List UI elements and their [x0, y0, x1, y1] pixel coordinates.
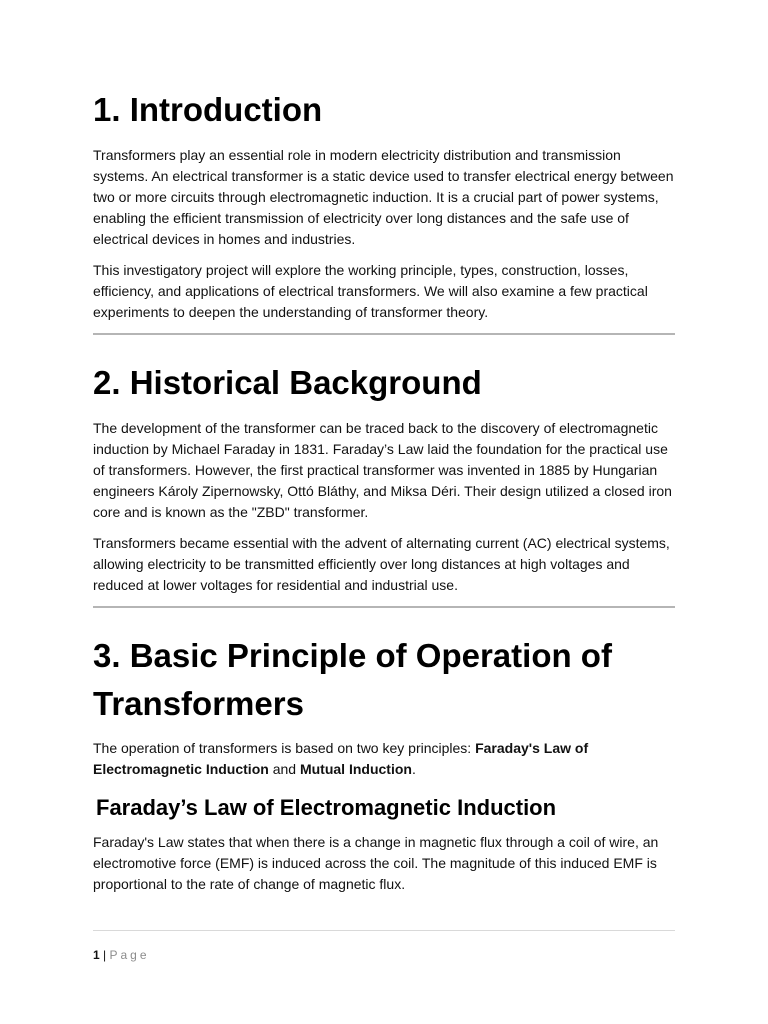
intro-bold-mutual: Mutual Induction: [299, 761, 412, 777]
page-footer: [93, 946, 150, 964]
faraday-law-paragraph: Faraday's Law states that when there is a change in magnetic flux through a coil of wire, an electromotive force (EMF) is induced across the coil. The magnitude of this induced EMF is proportional to the rate of change of magnetic flux.: [93, 834, 659, 892]
faraday-law-subheading: Faraday’s Law of Electromagnetic Induction: [96, 795, 557, 820]
section-2-paragraph-1: The development of the transformer can be traced back to the discovery of electromagnetic induction by Michael Faraday in 1831. Faraday’s Law laid the foundation for the practical use of transformers. However, the first practical transformer was invented in 1885 by Hungarian engineers Károly Zipernowsky, Ottó Bláthy, and Miksa Déri. Their design utilized a closed iron core and is known as the "ZBD" transformer.: [93, 420, 672, 520]
footer-divider: [93, 930, 675, 931]
section-1-paragraph-1: Transformers play an essential role in modern electricity distribution and transmission systems. An electrical transformer is a static device used to transfer electrical energy between two or more circuits through electromagnetic induction. It is a crucial part of power systems, enabling the efficient transmission of electricity over long distances and the safe use of electrical devices in homes and industries.: [93, 147, 674, 247]
section-3-heading: 3. Basic Principle of Operation of Transformers: [93, 637, 612, 722]
intro-text-and: and: [268, 761, 300, 777]
section-3-intro: [93, 738, 675, 780]
page-number: 1: [93, 948, 100, 962]
page-label: Page: [109, 948, 150, 962]
footer-separator: |: [103, 948, 107, 962]
section-1-paragraph-2: This investigatory project will explore the working principle, types, construction, losses, efficiency, and applications of electrical transformers. We will also examine a few practical experiments to deepen the understanding of transformer theory.: [93, 262, 648, 320]
intro-text: The operation of transformers is based on two key principles:: [93, 740, 476, 756]
section-2-heading: 2. Historical Background: [93, 364, 482, 401]
section-1-heading: 1. Introduction: [93, 91, 323, 128]
intro-bold-faraday: Faraday's Law of Electromagnetic Induction: [93, 740, 589, 777]
section-2-paragraph-2: Transformers became essential with the advent of alternating current (AC) electrical systems, allowing electricity to be transmitted efficiently over long distances at high voltages and reduced at lower voltages for residential and industrial use.: [93, 535, 670, 593]
intro-period: .: [411, 761, 416, 777]
page-content: [93, 86, 675, 895]
